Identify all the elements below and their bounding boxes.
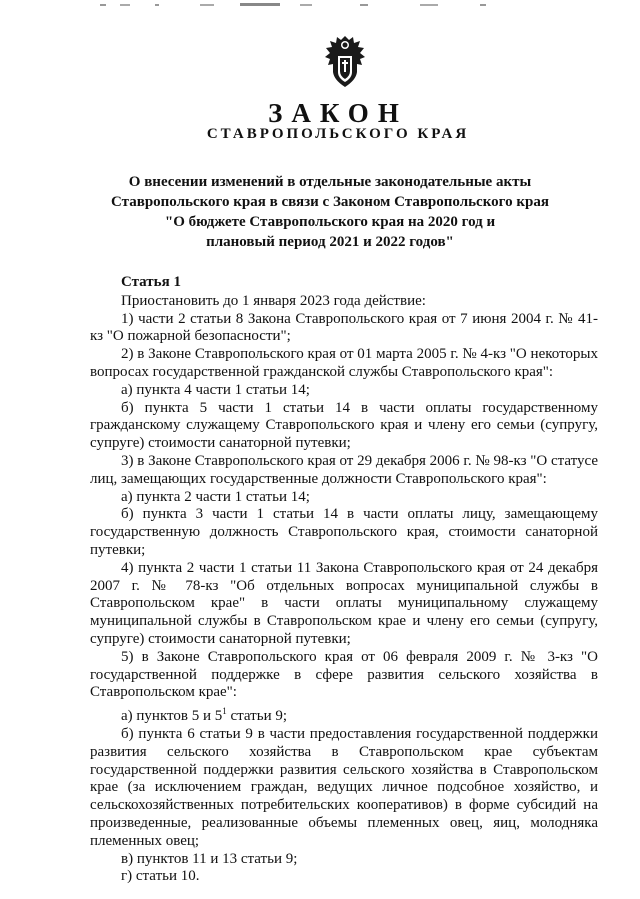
paragraph: а) пункта 4 части 1 статьи 14;	[121, 381, 310, 398]
paragraph-5a-prefix: а) пунктов 5 и 5	[121, 708, 223, 725]
paragraph-5a	[90, 708, 598, 726]
paragraph: а) пункта 2 части 1 статьи 14;	[121, 488, 310, 505]
heading-line: "О бюджете Ставропольского края на 2020 год и	[164, 214, 496, 230]
paragraph: 5) в Законе Ставропольского края от 06 февраля 2009 г. № 3-кз "О государственной поддержке в сфере развития сельского хозяйства в Ставропольском крае":	[90, 648, 598, 701]
law-heading	[110, 172, 550, 252]
coat-of-arms-icon	[322, 34, 368, 90]
article-title: Статья 1	[121, 274, 181, 290]
heading-line: Ставропольского края в связи с Законом Ставропольского края	[111, 194, 549, 210]
law-title: ЗАКОН	[268, 98, 408, 128]
paragraph: 3) в Законе Ставропольского края от 29 декабря 2006 г. № 98-кз "О статусе лиц, замещающих государственные должности Ставропольского края":	[90, 452, 598, 487]
paragraph: б) пункта 5 части 1 статьи 14 в части оплаты государственному гражданскому служащему Ставропольского края и члену его семьи (супругу, супруге) стоимости санаторной путевки;	[90, 399, 598, 452]
paragraph: 1) части 2 статьи 8 Закона Ставропольского края от 7 июня 2004 г. № 41-кз "О пожарной безопасности";	[90, 310, 598, 345]
paragraph: б) пункта 6 статьи 9 в части предоставления государственной поддержки развития сельского хозяйства в Ставропольском крае субъектам государственной поддержки развития сельского хозяйства в Ставропольском крае (за исключением граждан, ведущих личное подсобное хозяйство, и сельскохозяйственных потребительских кооперативов) в форме субсидий на произведенные, реализованные объемы племенных овец, яиц, молодняка племенных овец;	[90, 725, 598, 849]
paragraph: Приостановить до 1 января 2023 года действие:	[121, 292, 426, 309]
paragraph: б) пункта 3 части 1 статьи 14 в части оплаты лицу, замещающему государственную должность Ставропольского края, стоимости санаторной путевки;	[90, 506, 598, 558]
scan-artifact-marks	[100, 3, 540, 7]
law-body	[90, 274, 598, 886]
paragraph: г) статьи 10.	[121, 868, 200, 885]
paragraph: в) пунктов 11 и 13 статьи 9;	[121, 850, 298, 867]
heading-line: плановый период 2021 и 2022 годов"	[206, 234, 454, 250]
heading-line: О внесении изменений в отдельные законодательные акты	[128, 174, 532, 190]
paragraph-5a-suffix: статьи 9;	[226, 708, 288, 725]
superscript: 1	[222, 706, 227, 717]
paragraph: 4) пункта 2 части 1 статьи 11 Закона Ставропольского края от 24 декабря 2007 г. № 78-кз "Об отдельных вопросах муниципальной службы в Ставропольском крае" в части оплаты муниципальному служащему муниципальной службы в Ставропольском крае и члену его семьи (супругу, супруге) стоимости санаторной путевки;	[90, 559, 598, 647]
paragraph: 2) в Законе Ставропольского края от 01 марта 2005 г. № 4-кз "О некоторых вопросах государственной гражданской службы Ставропольского края":	[90, 346, 598, 380]
region-subtitle: СТАВРОПОЛЬСКОГО КРАЯ	[206, 126, 470, 142]
